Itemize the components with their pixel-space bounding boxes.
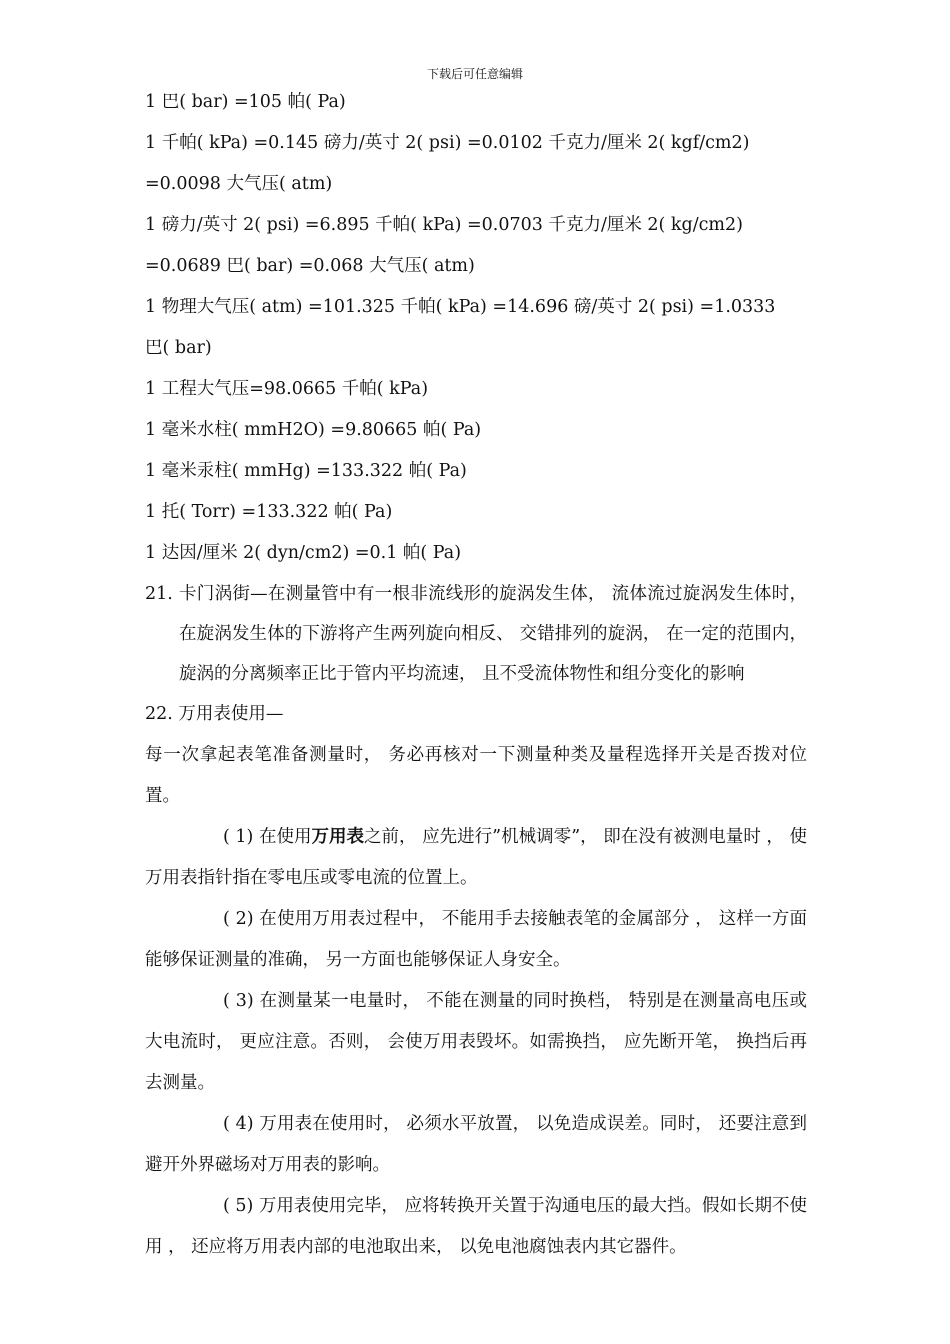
item-22-multimeter	[145, 694, 807, 1268]
item-intro: 每一次拿起表笔准备测量时， 务必再核对一下测量种类及量程选择开关是否拨对位置。	[145, 745, 807, 806]
conversion-line: 1 巴( bar) =105 帕( Pa)	[145, 92, 346, 112]
item-number: 21.	[145, 584, 173, 604]
item-21-karman-vortex	[145, 574, 807, 694]
item-text: 卡门涡街—在测量管中有一根非流线形的旋涡发生体， 流体流过旋涡发生体时， 在旋涡发生体的下游将产生两列旋向相反、 交错排列的旋涡， 在一定的范围内， 旋涡的分离频率正比于管内平均流速， 且不受流体物性和组分变化的影响	[179, 584, 807, 684]
step-text: ( 5) 万用表使用完毕， 应将转换开关置于沟通电压的最大挡。假如长期不使用 ， 还应将万用表内部的电池取出来， 以免电池腐蚀表内其它器件。	[145, 1196, 807, 1257]
usage-step-3	[145, 981, 807, 1104]
pressure-conversion-list	[145, 82, 807, 574]
document-body	[145, 82, 807, 1268]
conversion-line: =0.0689 巴( bar) =0.068 大气压( atm)	[145, 256, 475, 276]
conversion-line: 1 毫米汞柱( mmHg) =133.322 帕( Pa)	[145, 461, 467, 481]
conversion-line: 1 毫米水柱( mmH2O) =9.80665 帕( Pa)	[145, 420, 482, 440]
step-bold-term: 万用表	[311, 827, 365, 847]
conversion-line: =0.0098 大气压( atm)	[145, 174, 333, 194]
step-text: ( 3) 在测量某一电量时， 不能在测量的同时换档， 特别是在测量高电压或大电流时， 更应注意。否则， 会使万用表毁坏。如需换挡， 应先断开笔， 换挡后再去测量。	[145, 991, 807, 1093]
item-heading	[145, 694, 807, 735]
usage-step-5	[145, 1186, 807, 1268]
step-text: ( 4) 万用表在使用时， 必须水平放置， 以免造成误差。同时， 还要注意到避开外界磁场对万用表的影响。	[145, 1114, 807, 1175]
page-header-note: 下载后可任意编辑	[426, 67, 523, 81]
usage-step-2	[145, 899, 807, 981]
conversion-line: 巴( bar)	[145, 338, 212, 358]
conversion-line: 1 磅力/英寸 2( psi) =6.895 千帕( kPa) =0.0703 千克力/厘米 2( kg/cm2)	[145, 215, 743, 235]
usage-step-4	[145, 1104, 807, 1186]
step-text: 之前， 应先进行”机械调零”， 即在没有被测电量时 ， 使万用表指针指在零电压或零电流的位置上。	[145, 827, 808, 888]
conversion-line: 1 托( Torr) =133.322 帕( Pa)	[145, 502, 393, 522]
step-text: ( 1) 在使用	[223, 827, 312, 847]
step-text: ( 2) 在使用万用表过程中， 不能用手去接触表笔的金属部分 ， 这样一方面能够保证测量的准确， 另一方面也能够保证人身安全。	[145, 909, 807, 970]
conversion-line: 1 千帕( kPa) =0.145 磅力/英寸 2( psi) =0.0102 千克力/厘米 2( kgf/cm2)	[145, 133, 750, 153]
conversion-line: 1 物理大气压( atm) =101.325 千帕( kPa) =14.696 磅/英寸 2( psi) =1.0333	[145, 297, 776, 317]
item-title: 万用表使用—	[178, 704, 284, 724]
conversion-line: 1 工程大气压=98.0665 千帕( kPa)	[145, 379, 429, 399]
conversion-line: 1 达因/厘米 2( dyn/cm2) =0.1 帕( Pa)	[145, 543, 462, 563]
usage-step-1	[145, 817, 807, 899]
item-number: 22.	[145, 704, 173, 724]
